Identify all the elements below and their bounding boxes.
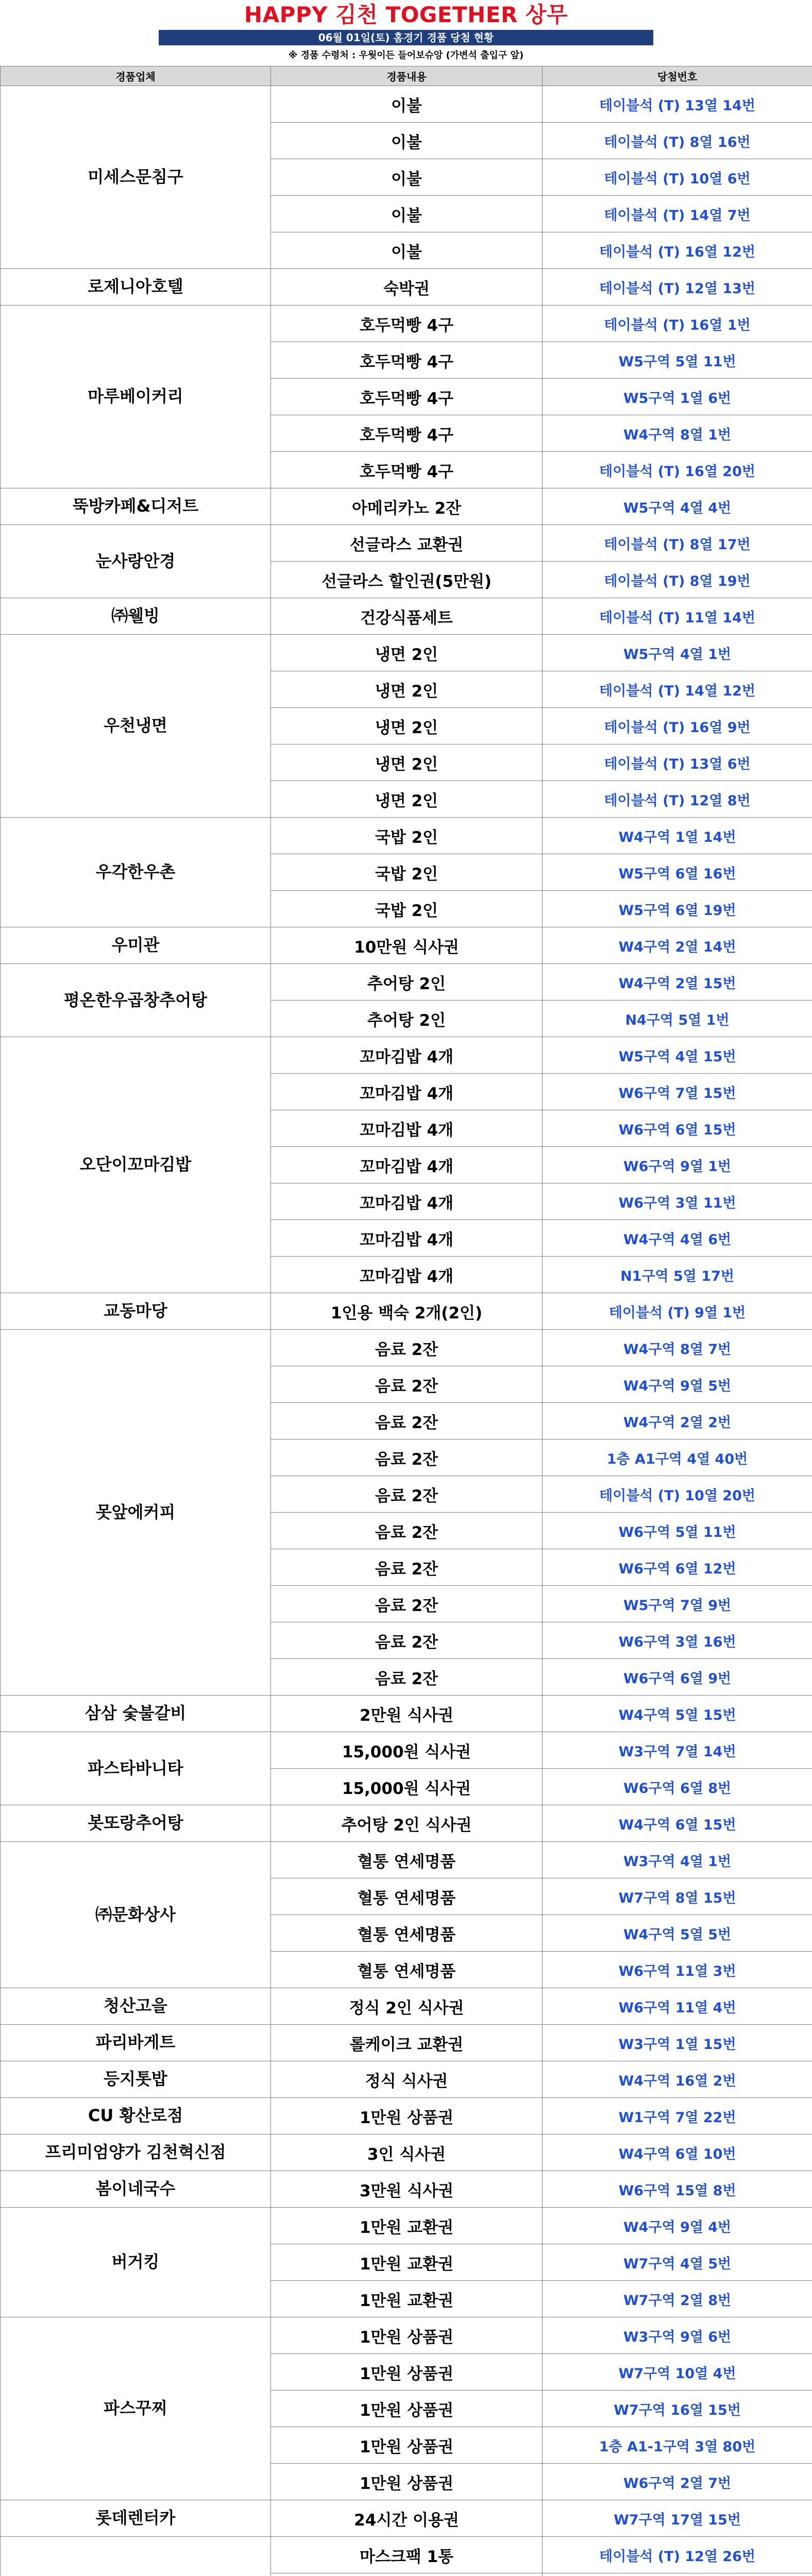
table-row (1, 2208, 812, 2244)
table-row (1, 2098, 812, 2134)
prize-cell: 1만원 교환권 (271, 2244, 543, 2281)
prize-cell: 정식 식사권 (271, 2061, 543, 2098)
prize-cell: 정식 2인 식사권 (271, 1988, 543, 2025)
prize-cell: 추어탕 2인 식사권 (271, 1805, 543, 1842)
winner-number-cell: W5구역 5열 11번 (543, 342, 812, 379)
company-cell (1, 2098, 271, 2134)
company-cell (1, 488, 271, 525)
company-cell (1, 525, 271, 598)
prize-cell: 혈통 연세명품 (271, 1915, 543, 1952)
winner-number-cell: W4구역 1열 14번 (543, 818, 812, 854)
prize-cell: 숙박권 (271, 269, 543, 306)
winner-number-cell: 테이블석 (T) 13열 6번 (543, 744, 812, 781)
winner-number-cell: W6구역 3열 16번 (543, 1622, 812, 1659)
winner-number-cell: W4구역 9열 5번 (543, 1366, 812, 1403)
company-name-line: 파스타바니타 (88, 1758, 183, 1778)
company-cell (1, 1842, 271, 1988)
table-row (1, 525, 812, 562)
prize-cell: 혈통 연세명품 (271, 1952, 543, 1988)
company-name-line: 삼삼 숯불갈비 (84, 1703, 187, 1723)
winner-number-cell: 테이블석 (T) 8열 19번 (543, 562, 812, 598)
event-subtitle: 06월 01일(토) 홈경기 경품 당첨 현황 (159, 30, 653, 45)
winner-number-cell: W6구역 6열 15번 (543, 1110, 812, 1147)
prize-cell: 냉면 2인 (271, 635, 543, 671)
prize-cell: 꼬마김밥 4개 (271, 1183, 543, 1220)
winner-number-cell: 테이블석 (T) 12열 8번 (543, 781, 812, 818)
company-cell (1, 2537, 271, 2576)
prize-cell: 이불 (271, 159, 543, 196)
header-prize: 경품내용 (271, 66, 543, 86)
prize-cell: 이불 (271, 232, 543, 269)
winner-number-cell: W6구역 9열 1번 (543, 1147, 812, 1183)
table-row (1, 2500, 812, 2537)
winner-number-cell: 테이블석 (T) 11열 14번 (543, 598, 812, 635)
table-row (1, 306, 812, 342)
company-cell (1, 306, 271, 488)
prize-cell: 1만원 상품권 (271, 2354, 543, 2391)
company-name-line: 우미관 (111, 935, 160, 955)
table-row (1, 1330, 812, 1366)
winner-number-cell: W5구역 1열 6번 (543, 379, 812, 415)
winner-number-cell: W7구역 17열 15번 (543, 2500, 812, 2537)
prize-cell: 1인용 백숙 2개(2인) (271, 1293, 543, 1330)
winner-number-cell: W6구역 11열 3번 (543, 1952, 812, 1988)
winner-number-cell: 테이블석 (T) 16열 9번 (543, 708, 812, 744)
prize-cell: 음료 2잔 (271, 1403, 543, 1439)
prize-cell: 1만원 교환권 (271, 2281, 543, 2317)
prize-cell: 음료 2잔 (271, 1586, 543, 1622)
prize-cell: 3인 식사권 (271, 2134, 543, 2171)
winner-number-cell: W5구역 6열 19번 (543, 891, 812, 927)
winner-number-cell: W6구역 15열 8번 (543, 2171, 812, 2208)
header-company: 경품업체 (1, 66, 271, 86)
winner-number-cell: 테이블석 (T) 14열 12번 (543, 671, 812, 708)
table-row (1, 2171, 812, 2208)
prize-cell: 음료 2잔 (271, 1439, 543, 1476)
company-name-line: 뚝방카페&디저트 (72, 496, 199, 516)
prize-cell: 1만원 상품권 (271, 2391, 543, 2427)
company-cell (1, 1696, 271, 1732)
winner-number-cell: W4구역 2열 15번 (543, 964, 812, 1001)
prize-cell: 꼬마김밥 4개 (271, 1220, 543, 1257)
prize-cell: 호두먹빵 4구 (271, 415, 543, 452)
prize-cell: 냉면 2인 (271, 708, 543, 744)
winner-number-cell: 테이블석 (T) 16열 12번 (543, 232, 812, 269)
company-cell (1, 1805, 271, 1842)
company-cell (1, 927, 271, 964)
winner-number-cell: 테이블석 (T) 10열 6번 (543, 159, 812, 196)
company-cell (1, 2171, 271, 2208)
table-body (1, 86, 812, 2576)
prize-cell: 2만원 식사권 (271, 1696, 543, 1732)
winner-number-cell: W1구역 7열 22번 (543, 2098, 812, 2134)
winner-number-cell: W7구역 8열 15번 (543, 1878, 812, 1915)
prize-cell: 롤케이크 교환권 (271, 2025, 543, 2061)
company-cell (1, 269, 271, 306)
prize-cell: 건강식품세트 (271, 598, 543, 635)
winner-number-cell: W6구역 6열 8번 (543, 1769, 812, 1805)
prize-cell: 냉면 2인 (271, 671, 543, 708)
prize-cell: 호두먹빵 4구 (271, 452, 543, 488)
table-row (1, 1293, 812, 1330)
company-name-line: 등지톳밥 (104, 2069, 167, 2089)
winner-number-cell: W6구역 5열 11번 (543, 1513, 812, 1549)
page-title: HAPPY 김천 TOGETHER 상무 (244, 2, 568, 27)
company-name-line: 미세스문침구 (88, 167, 183, 187)
prize-cell: 3만원 식사권 (271, 2171, 543, 2208)
winner-number-cell: W3구역 9열 6번 (543, 2317, 812, 2354)
winner-number-cell: 테이블석 (T) 9열 1번 (543, 1293, 812, 1330)
winner-number-cell: W4구역 6열 15번 (543, 1805, 812, 1842)
winner-number-cell: W5구역 4열 15번 (543, 1037, 812, 1074)
winner-number-cell: W3구역 7열 14번 (543, 1732, 812, 1769)
table-row (1, 1732, 812, 1769)
prize-cell: 24시간 이용권 (271, 2500, 543, 2537)
pickup-location-note: ※ 경품 수령처 : 우웟이든 들어보슈앙 (가변석 출입구 앞) (288, 50, 524, 61)
winner-number-cell: W7구역 10열 4번 (543, 2354, 812, 2391)
prize-cell: 10만원 식사권 (271, 927, 543, 964)
table-header (1, 66, 812, 86)
winner-number-cell: W4구역 5열 15번 (543, 1696, 812, 1732)
prize-cell: 15,000원 식사권 (271, 1732, 543, 1769)
prize-cell: 선글라스 교환권 (271, 525, 543, 562)
table-row (1, 1842, 812, 1878)
table-row (1, 269, 812, 306)
company-name-line: 롯데렌터카 (95, 2508, 176, 2528)
prize-cell: 이불 (271, 196, 543, 232)
winner-number-cell: W6구역 3열 11번 (543, 1183, 812, 1220)
prize-cell: 음료 2잔 (271, 1622, 543, 1659)
header-winner-number: 당첨번호 (543, 66, 812, 86)
winner-number-cell: W4구역 8열 7번 (543, 1330, 812, 1366)
table-row (1, 1037, 812, 1074)
winner-number-cell: 테이블석 (T) 12열 26번 (543, 2537, 812, 2573)
company-name-line: CU 황산로점 (88, 2106, 183, 2126)
company-cell (1, 2500, 271, 2537)
prize-cell: 15,000원 식사권 (271, 1769, 543, 1805)
winner-number-cell: W6구역 7열 15번 (543, 1074, 812, 1110)
prize-cell: 꼬마김밥 4개 (271, 1110, 543, 1147)
prize-cell: 꼬마김밥 4개 (271, 1257, 543, 1293)
winner-number-cell (543, 2573, 812, 2576)
winner-number-cell: W7구역 2열 8번 (543, 2281, 812, 2317)
prize-cell: 1만원 상품권 (271, 2427, 543, 2464)
winner-number-cell: W5구역 4열 4번 (543, 488, 812, 525)
company-name-line: 로제니아호텔 (88, 277, 183, 297)
prize-cell: 1만원 상품권 (271, 2464, 543, 2500)
winner-number-cell: 테이블석 (T) 8열 16번 (543, 123, 812, 159)
company-name-line: 교동마당 (104, 1301, 167, 1321)
prize-cell: 호두먹빵 4구 (271, 306, 543, 342)
prize-cell: 꼬마김밥 4개 (271, 1147, 543, 1183)
winner-number-cell: W4구역 2열 2번 (543, 1403, 812, 1439)
table-row (1, 818, 812, 854)
table-row (1, 2134, 812, 2171)
table-row (1, 2537, 812, 2573)
table-row (1, 488, 812, 525)
prize-cell: 호두먹빵 4구 (271, 379, 543, 415)
company-cell (1, 1293, 271, 1330)
winner-number-cell: W4구역 2열 14번 (543, 927, 812, 964)
winner-number-cell: 테이블석 (T) 13열 14번 (543, 86, 812, 123)
company-name-line: ㈜문화상사 (95, 1904, 176, 1924)
winner-number-cell: W4구역 6열 10번 (543, 2134, 812, 2171)
winner-number-cell: 테이블석 (T) 14열 7번 (543, 196, 812, 232)
company-cell (1, 1330, 271, 1696)
winner-number-cell: W4구역 5열 5번 (543, 1915, 812, 1952)
table-row (1, 1805, 812, 1842)
company-cell (1, 2025, 271, 2061)
company-name-line: 청산고을 (104, 1996, 167, 2016)
winner-number-cell: 1층 A1구역 4열 40번 (543, 1439, 812, 1476)
prize-cell: 음료 2잔 (271, 1659, 543, 1696)
company-name-line: 우각한우촌 (95, 862, 176, 882)
winner-number-cell: W4구역 9열 4번 (543, 2208, 812, 2244)
company-cell (1, 2061, 271, 2098)
company-cell (1, 635, 271, 818)
prize-cell: 꼬마김밥 4개 (271, 1037, 543, 1074)
company-name-line: 프리미엄양가 김천혁신점 (45, 2142, 226, 2162)
prize-cell: 음료 2잔 (271, 1330, 543, 1366)
company-cell (1, 2134, 271, 2171)
prize-cell: 국밥 2인 (271, 818, 543, 854)
table-row (1, 2025, 812, 2061)
table-row (1, 1696, 812, 1732)
prize-cell: 1만원 상품권 (271, 2317, 543, 2354)
winner-number-cell: N4구역 5열 1번 (543, 1001, 812, 1037)
company-cell (1, 598, 271, 635)
winner-number-cell: W4구역 16열 2번 (543, 2061, 812, 2098)
winner-number-cell: 테이블석 (T) 16열 1번 (543, 306, 812, 342)
prize-cell: 냉면 2인 (271, 744, 543, 781)
prize-cell: 국밥 2인 (271, 891, 543, 927)
table-row (1, 964, 812, 1001)
prize-cell: 음료 2잔 (271, 1549, 543, 1586)
prize-cell: 마스크팩 1통 (271, 2537, 543, 2573)
winner-number-cell: W5구역 6열 16번 (543, 854, 812, 891)
company-cell (1, 86, 271, 269)
winner-number-cell: W6구역 6열 12번 (543, 1549, 812, 1586)
winner-number-cell: W3구역 1열 15번 (543, 2025, 812, 2061)
prize-cell: 이불 (271, 123, 543, 159)
company-cell (1, 2208, 271, 2317)
company-cell (1, 964, 271, 1037)
prize-cell: 추어탕 2인 (271, 1001, 543, 1037)
winner-number-cell: W4구역 8열 1번 (543, 415, 812, 452)
company-cell (1, 2317, 271, 2500)
prize-cell: 혈통 연세명품 (271, 1842, 543, 1878)
winner-number-cell: 테이블석 (T) 8열 17번 (543, 525, 812, 562)
winner-number-cell: N1구역 5열 17번 (543, 1257, 812, 1293)
company-name-line: 파리바게트 (95, 2032, 176, 2053)
company-cell (1, 1037, 271, 1293)
prize-cell (271, 2573, 543, 2576)
company-cell (1, 1988, 271, 2025)
winner-number-cell: W6구역 6열 9번 (543, 1659, 812, 1696)
prize-cell: 냉면 2인 (271, 781, 543, 818)
prize-cell: 선글라스 할인권(5만원) (271, 562, 543, 598)
prize-cell: 1만원 교환권 (271, 2208, 543, 2244)
prize-cell: 1만원 상품권 (271, 2098, 543, 2134)
company-name-line: 봇또랑추어탕 (88, 1813, 183, 1833)
winner-number-cell: W5구역 4열 1번 (543, 635, 812, 671)
company-name-line: 봄이네국수 (95, 2179, 176, 2199)
prize-cell: 음료 2잔 (271, 1366, 543, 1403)
prize-winner-table (0, 66, 812, 2576)
company-name-line: 눈사랑안경 (95, 551, 176, 571)
company-cell (1, 1732, 271, 1805)
company-name-line: 우천냉면 (104, 716, 167, 736)
company-name-line: 파스꾸찌 (104, 2398, 167, 2418)
company-cell (1, 818, 271, 927)
prize-cell: 국밥 2인 (271, 854, 543, 891)
prize-cell: 음료 2잔 (271, 1513, 543, 1549)
winner-number-cell: 테이블석 (T) 10열 20번 (543, 1476, 812, 1513)
winner-number-cell: W7구역 4열 5번 (543, 2244, 812, 2281)
winner-number-cell: W5구역 7열 9번 (543, 1586, 812, 1622)
winner-number-cell: W6구역 2열 7번 (543, 2464, 812, 2500)
table-row (1, 2061, 812, 2098)
prize-cell: 음료 2잔 (271, 1476, 543, 1513)
prize-cell: 아메리카노 2잔 (271, 488, 543, 525)
company-name-line: 평온한우곱창추어탕 (63, 990, 208, 1010)
header-row (1, 66, 812, 86)
table-row (1, 635, 812, 671)
prize-cell: 혈통 연세명품 (271, 1878, 543, 1915)
company-name-line: 오단이꼬마김밥 (79, 1155, 192, 1175)
company-name-line: 마루베이커리 (88, 386, 183, 406)
table-row (1, 927, 812, 964)
winner-number-cell: 1층 A1-1구역 3열 80번 (543, 2427, 812, 2464)
table-row (1, 598, 812, 635)
winner-number-cell: W3구역 4열 1번 (543, 1842, 812, 1878)
winner-number-cell: W4구역 4열 6번 (543, 1220, 812, 1257)
table-row (1, 1988, 812, 2025)
winner-number-cell: W6구역 11열 4번 (543, 1988, 812, 2025)
prize-cell: 추어탕 2인 (271, 964, 543, 1001)
prize-cell: 호두먹빵 4구 (271, 342, 543, 379)
table-row (1, 86, 812, 123)
winner-number-cell: 테이블석 (T) 16열 20번 (543, 452, 812, 488)
company-name-line: 버거킹 (111, 2252, 160, 2272)
company-name-line: 못앞에커피 (95, 1502, 176, 1522)
company-name-line: ㈜웰빙 (111, 606, 160, 626)
prize-cell: 이불 (271, 86, 543, 123)
winner-number-cell: W7구역 16열 15번 (543, 2391, 812, 2427)
prize-cell: 꼬마김밥 4개 (271, 1074, 543, 1110)
table-row (1, 2317, 812, 2354)
winner-number-cell: 테이블석 (T) 12열 13번 (543, 269, 812, 306)
